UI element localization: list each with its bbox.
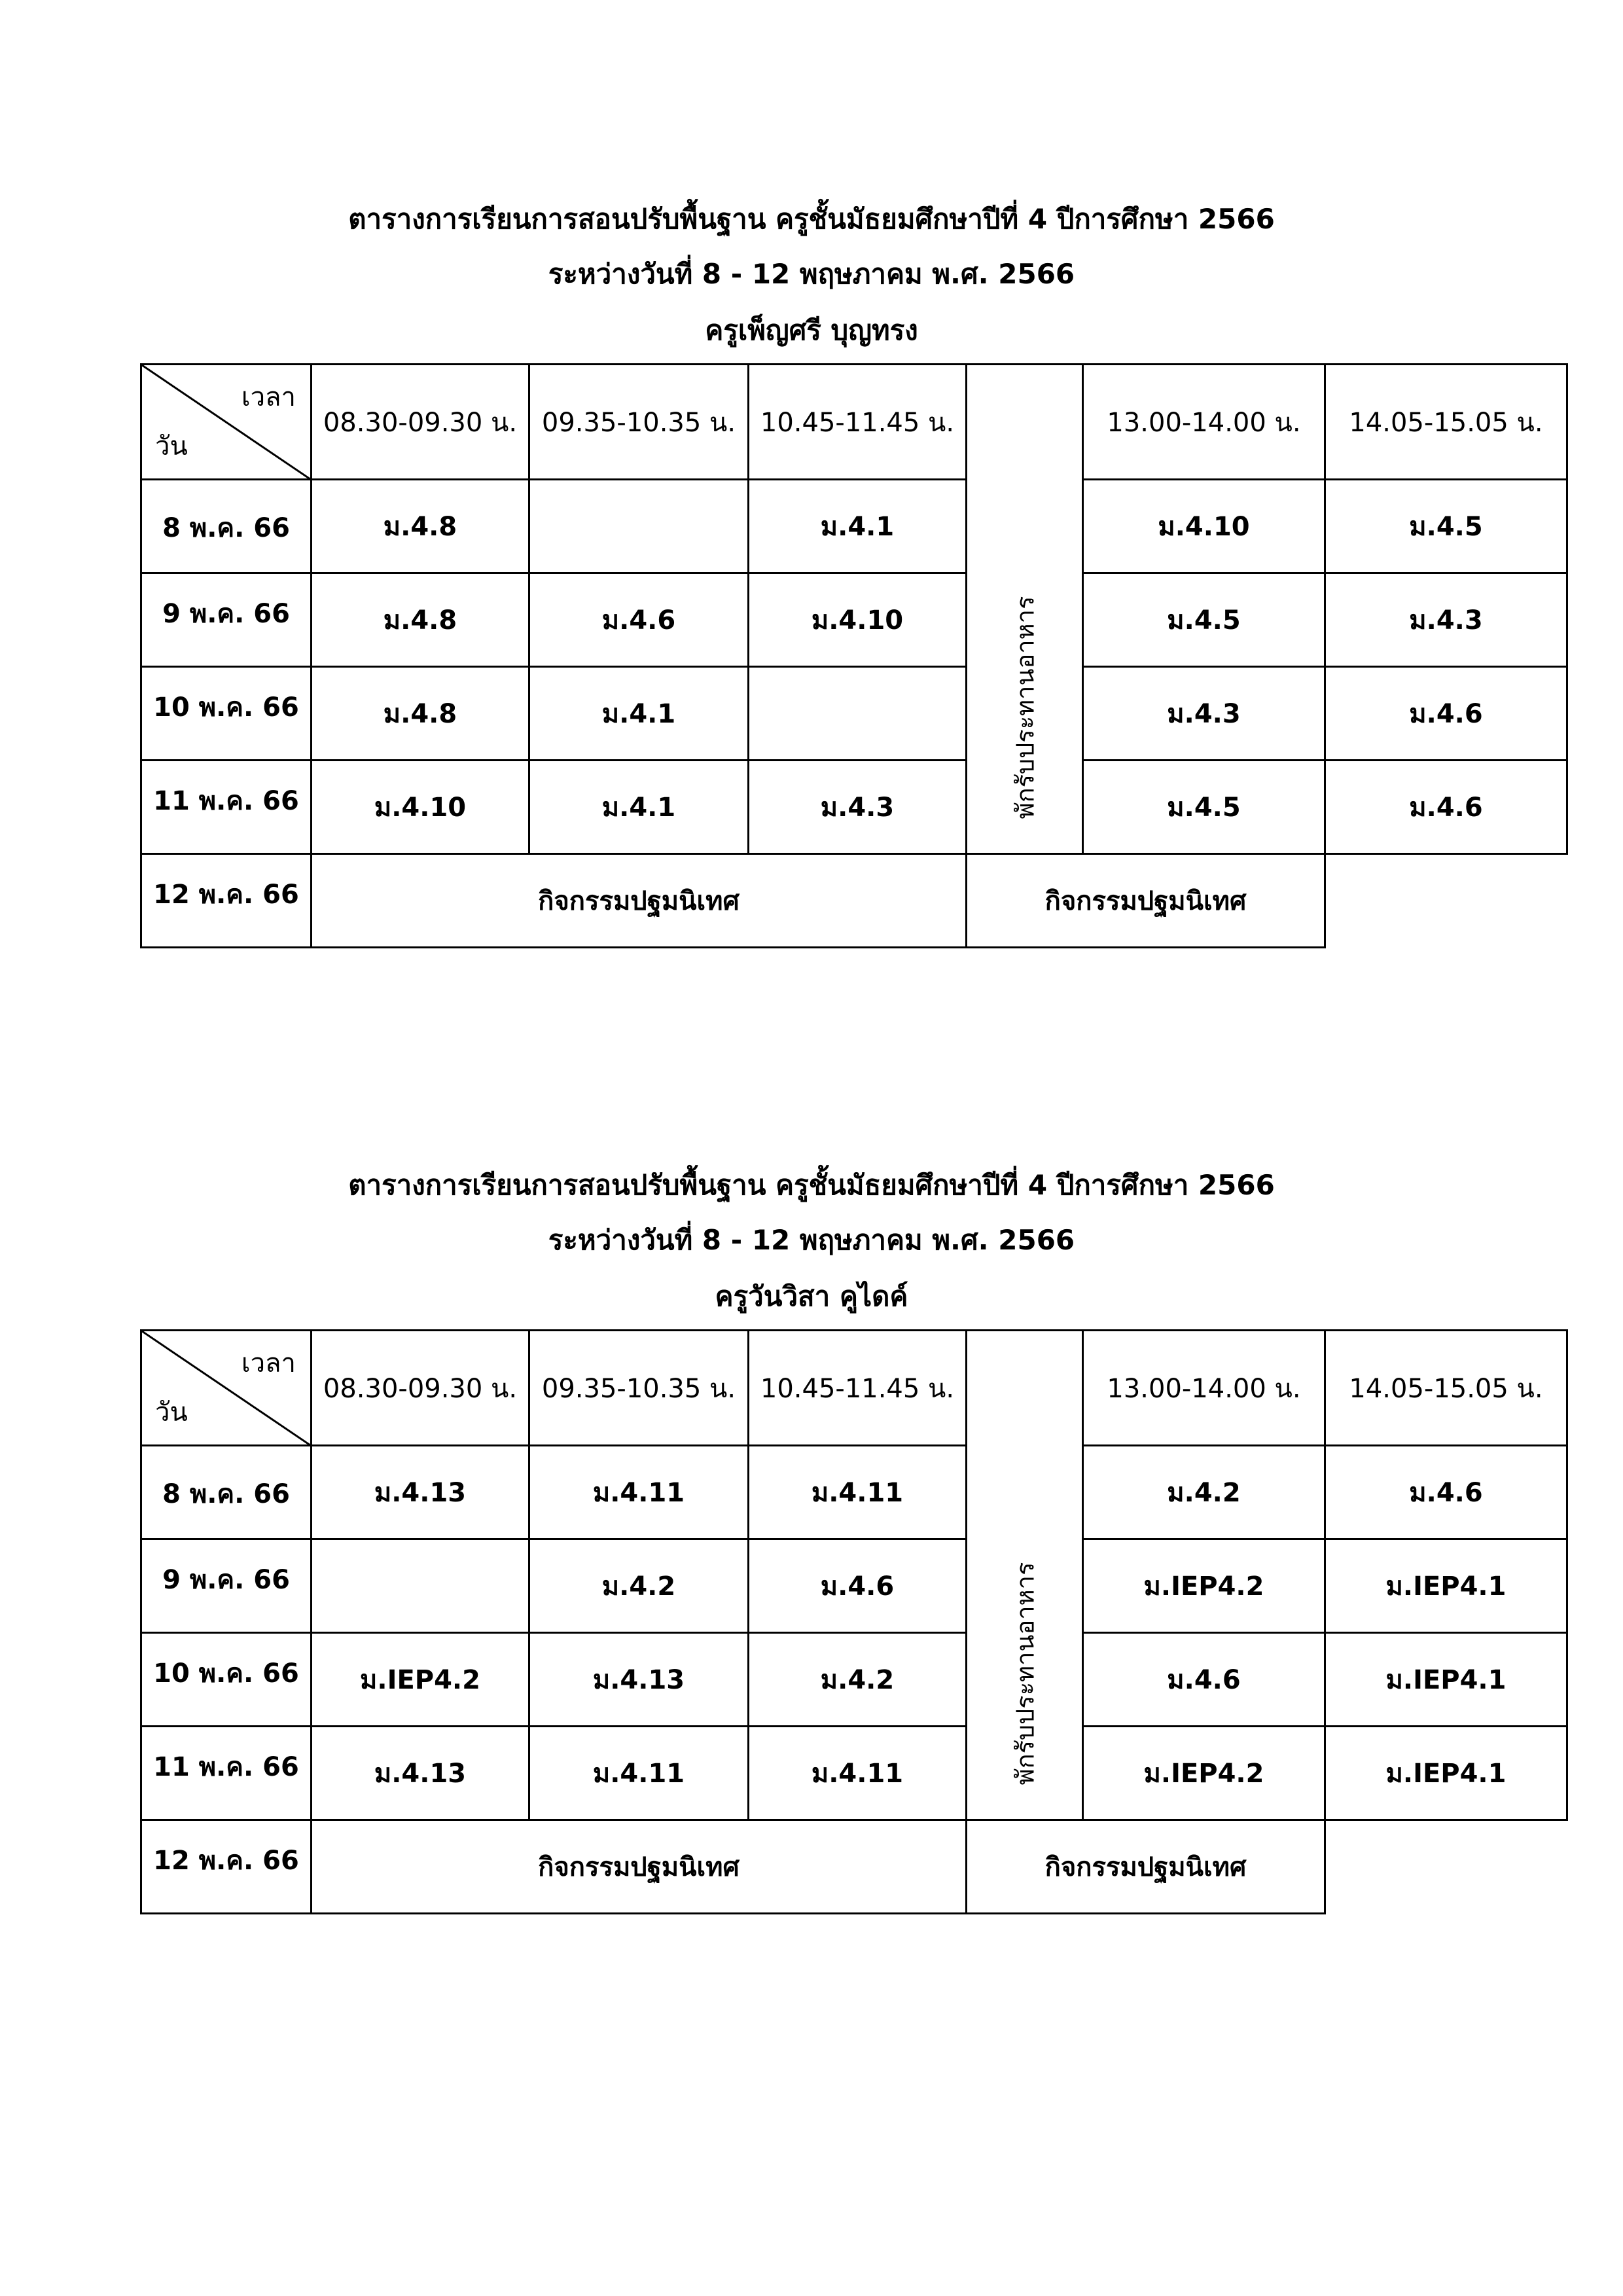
activity-cell-morning: กิจกรรมปฐมนิเทศ	[312, 854, 967, 948]
period-header: 09.35-10.35 น.	[529, 365, 749, 480]
schedule-date-range: ระหว่างวันที่ 8 - 12 พฤษภาคม พ.ศ. 2566	[548, 1224, 1075, 1256]
period-header: 13.00-14.00 น.	[1083, 365, 1325, 480]
activity-cell-morning: กิจกรรมปฐมนิเทศ	[312, 1820, 967, 1914]
class-cell: ม.IEP4.1	[1325, 1633, 1567, 1727]
day-cell: 8 พ.ค. 66	[141, 1446, 312, 1539]
class-cell: ม.4.2	[1083, 1446, 1325, 1539]
table-row	[141, 1446, 1567, 1539]
class-cell	[312, 1539, 529, 1633]
table-row	[141, 480, 1567, 573]
class-cell: ม.IEP4.2	[312, 1633, 529, 1727]
corner-day-label: วัน	[155, 431, 188, 461]
class-cell: ม.4.10	[1083, 480, 1325, 573]
class-cell: ม.4.2	[749, 1633, 967, 1727]
class-cell: ม.4.1	[529, 761, 749, 854]
class-cell: ม.IEP4.2	[1083, 1539, 1325, 1633]
lunch-break-label: พักรับประทานอาหาร	[1010, 596, 1039, 819]
class-cell: ม.4.8	[312, 480, 529, 573]
table-row	[141, 1539, 1567, 1633]
schedule-table	[140, 1329, 1568, 1914]
class-cell: ม.IEP4.1	[1325, 1727, 1567, 1820]
class-cell: ม.IEP4.1	[1325, 1539, 1567, 1633]
corner-cell	[141, 365, 312, 480]
header-row	[141, 1331, 1567, 1446]
class-cell: ม.4.5	[1083, 761, 1325, 854]
class-cell: ม.4.11	[749, 1727, 967, 1820]
class-cell: ม.4.11	[529, 1446, 749, 1539]
class-cell: ม.4.1	[749, 480, 967, 573]
class-cell: ม.4.10	[749, 573, 967, 667]
day-cell: 11 พ.ค. 66	[141, 1727, 312, 1820]
class-cell: ม.4.1	[529, 667, 749, 761]
class-cell	[749, 667, 967, 761]
teacher-name: ครูวันวิสา คูไดค์	[715, 1280, 908, 1312]
period-header: 09.35-10.35 น.	[529, 1331, 749, 1446]
lunch-break-cell	[967, 1331, 1083, 1820]
class-cell: ม.4.3	[749, 761, 967, 854]
corner-time-label: เวลา	[241, 1348, 296, 1378]
period-header: 10.45-11.45 น.	[749, 365, 967, 480]
class-cell: ม.4.2	[529, 1539, 749, 1633]
class-cell: ม.4.6	[749, 1539, 967, 1633]
day-cell: 10 พ.ค. 66	[141, 667, 312, 761]
class-cell: ม.4.6	[1325, 667, 1567, 761]
period-header: 14.05-15.05 น.	[1325, 1331, 1567, 1446]
class-cell	[529, 480, 749, 573]
activity-cell-afternoon: กิจกรรมปฐมนิเทศ	[967, 1820, 1325, 1914]
schedule-table	[140, 363, 1568, 948]
schedule-date-range: ระหว่างวันที่ 8 - 12 พฤษภาคม พ.ศ. 2566	[548, 258, 1075, 290]
period-header: 08.30-09.30 น.	[312, 1331, 529, 1446]
table-row	[141, 1820, 1567, 1914]
lunch-break-label: พักรับประทานอาหาร	[1010, 1562, 1039, 1785]
class-cell: ม.4.10	[312, 761, 529, 854]
header-row	[141, 365, 1567, 480]
activity-cell-afternoon: กิจกรรมปฐมนิเทศ	[967, 854, 1325, 948]
table-row	[141, 667, 1567, 761]
class-cell: ม.4.5	[1083, 573, 1325, 667]
class-cell: ม.4.13	[529, 1633, 749, 1727]
table-row	[141, 854, 1567, 948]
teacher-name: ครูเพ็ญศรี บุญทรง	[705, 314, 918, 346]
class-cell: ม.4.13	[312, 1727, 529, 1820]
class-cell: ม.4.13	[312, 1446, 529, 1539]
table-row	[141, 573, 1567, 667]
class-cell: ม.4.3	[1083, 667, 1325, 761]
day-cell: 10 พ.ค. 66	[141, 1633, 312, 1727]
period-header: 08.30-09.30 น.	[312, 365, 529, 480]
class-cell: ม.4.6	[529, 573, 749, 667]
class-cell: ม.4.11	[529, 1727, 749, 1820]
class-cell: ม.4.6	[1325, 1446, 1567, 1539]
class-cell: ม.4.6	[1325, 761, 1567, 854]
class-cell: ม.4.11	[749, 1446, 967, 1539]
schedule-title: ตารางการเรียนการสอนปรับพื้นฐาน ครูชั้นมัธยมศึกษาปีที่ 4 ปีการศึกษา 2566	[348, 203, 1275, 235]
day-cell: 12 พ.ค. 66	[141, 854, 312, 948]
class-cell: ม.IEP4.2	[1083, 1727, 1325, 1820]
period-header: 13.00-14.00 น.	[1083, 1331, 1325, 1446]
class-cell: ม.4.3	[1325, 573, 1567, 667]
table-row	[141, 761, 1567, 854]
period-header: 10.45-11.45 น.	[749, 1331, 967, 1446]
class-cell: ม.4.8	[312, 573, 529, 667]
class-cell: ม.4.5	[1325, 480, 1567, 573]
day-cell: 9 พ.ค. 66	[141, 573, 312, 667]
day-cell: 12 พ.ค. 66	[141, 1820, 312, 1914]
corner-time-label: เวลา	[241, 382, 296, 412]
table-row	[141, 1727, 1567, 1820]
lunch-break-cell	[967, 365, 1083, 854]
period-header: 14.05-15.05 น.	[1325, 365, 1567, 480]
day-cell: 8 พ.ค. 66	[141, 480, 312, 573]
corner-day-label: วัน	[155, 1397, 188, 1427]
schedule-title: ตารางการเรียนการสอนปรับพื้นฐาน ครูชั้นมัธยมศึกษาปีที่ 4 ปีการศึกษา 2566	[348, 1169, 1275, 1201]
day-cell: 11 พ.ค. 66	[141, 761, 312, 854]
day-cell: 9 พ.ค. 66	[141, 1539, 312, 1633]
corner-cell	[141, 1331, 312, 1446]
class-cell: ม.4.6	[1083, 1633, 1325, 1727]
table-row	[141, 1633, 1567, 1727]
class-cell: ม.4.8	[312, 667, 529, 761]
